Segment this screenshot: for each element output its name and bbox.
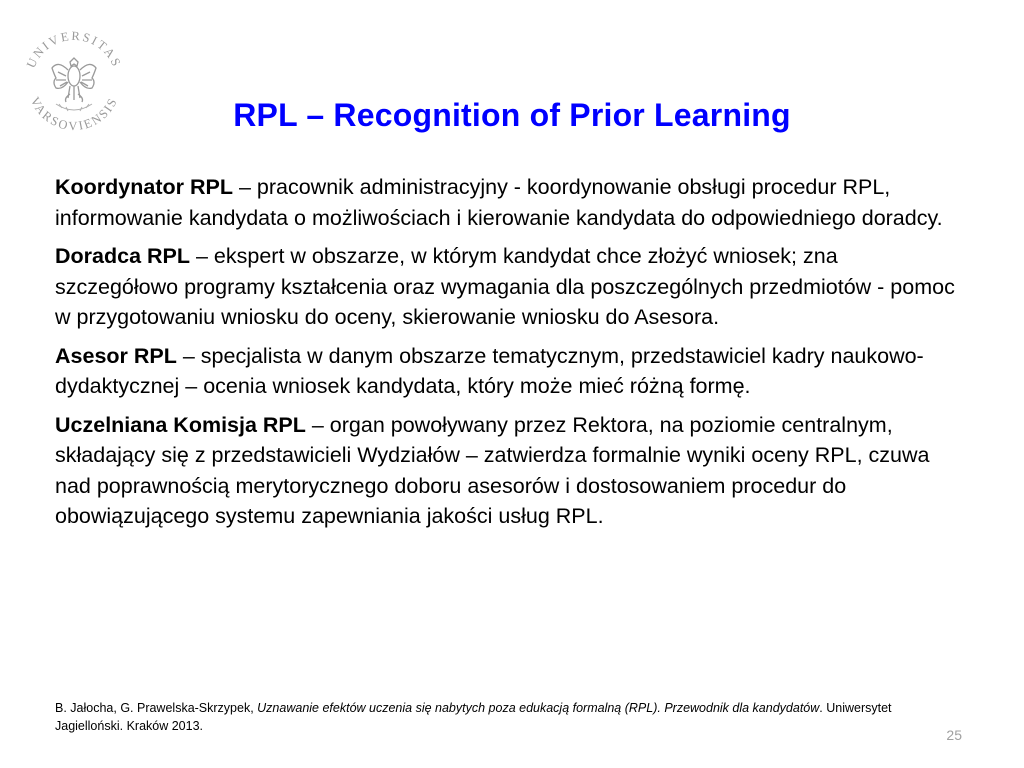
definition-asesor	[55, 341, 965, 402]
definition-text: – pracownik administracyjny - koordynowanie obsługi procedur RPL, informowanie kandydata o możliwościach i kierowanie kandydata do odpowiedniego doradcy.	[55, 175, 943, 230]
footnote-publisher: . Uniwersytet Jagielloński. Kraków 2013.	[55, 701, 892, 733]
definition-doradca	[55, 241, 965, 333]
definition-term: Uczelniana Komisja RPL	[55, 412, 306, 437]
definition-koordynator	[55, 172, 965, 233]
page-number: 25	[946, 727, 962, 743]
definition-komisja	[55, 410, 965, 532]
seal-ring-text-top: UNIVERSITAS	[23, 28, 125, 71]
definition-text: – ekspert w obszarze, w którym kandydat chce złożyć wniosek; zna szczegółowo programy kształcenia oraz wymagania dla poszczególnych przedmiotów - pomoc w przygotowaniu wniosku do oceny, skierowanie wniosku do Asesora.	[55, 244, 955, 329]
definition-term: Doradca RPL	[55, 244, 191, 268]
slide-title: RPL – Recognition of Prior Learning	[233, 97, 791, 133]
definition-text: – specjalista w danym obszarze tematycznym, przedstawiciel kadry naukowo-dydaktycznej – ocenia wniosek kandydata, który może mieć różną formę.	[55, 343, 924, 398]
footnote-title: Uznawanie efektów uczenia się nabytych poza edukacją formalną (RPL). Przewodnik dla kandydatów	[257, 701, 820, 715]
footnote-authors: B. Jałocha, G. Prawelska-Skrzypek,	[55, 701, 258, 715]
source-footnote	[55, 699, 955, 735]
definition-term: Koordynator RPL	[55, 175, 233, 199]
definitions-list	[55, 172, 965, 540]
definition-term: Asesor RPL	[55, 343, 177, 368]
seal-ring-text-bottom: VARSOVIENSIS	[27, 94, 121, 134]
eagle-emblem	[52, 58, 96, 102]
definition-text: – organ powoływany przez Rektora, na poziomie centralnym, składający się z przedstawicieli Wydziałów – zatwierdza formalnie wyniki oceny RPL, czuwa nad poprawnością merytorycznego doboru asesorów i dostosowaniem procedur do obowiązującego systemu zapewniania jakości usług RPL.	[55, 412, 930, 528]
